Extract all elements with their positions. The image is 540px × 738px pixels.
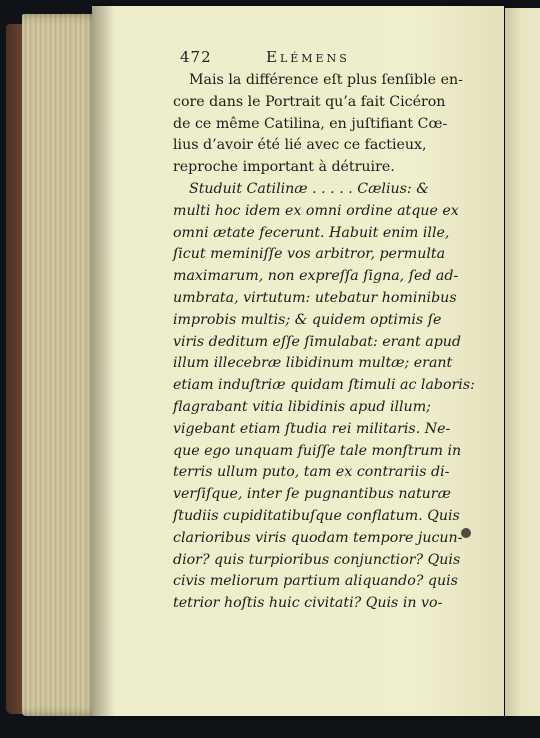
text-line: verſiſque, inter ſe pugnantibus naturæ (173, 486, 451, 503)
text-line: de ce même Catilina, en juſtifiant Cœ- (173, 115, 448, 132)
text-line: clarioribus viris quodam tempore jucun- (173, 529, 463, 546)
text-line: civis meliorum partium aliquando? quis (173, 573, 458, 590)
text-line: que ego unquam fuiſſe tale monſtrum in (173, 442, 462, 459)
text-line: etiam induſtriæ quidam ſtimuli ac laboris: (173, 377, 475, 394)
text-line: vigebant etiam ſtudia rei militaris. Ne- (173, 420, 451, 437)
text-line: omni ætate fecerunt. Habuit enim ille, (173, 224, 450, 241)
page-edges (22, 14, 102, 716)
spine-shadow (92, 6, 114, 716)
text-line: Studuit Catilinæ . . . . . Cælius: & (189, 180, 429, 197)
text-line: lius d’avoir été lié avec ce factieux, (173, 137, 427, 154)
text-line: flagrabant vitia libidinis apud illum; (173, 398, 431, 415)
text-line: dior? quis turpioribus conjunctior? Quis (173, 551, 461, 568)
paragraph-roman (173, 70, 473, 179)
running-title: Elémens (266, 48, 350, 66)
text-line: umbrata, virtutum: utebatur hominibus (173, 289, 457, 306)
text-line: viris deditum eſſe ſimulabat: erant apud (173, 333, 462, 350)
text-line: Mais la différence eſt plus ſenſible en- (189, 72, 463, 88)
text-line: ſicut meminiſſe vos arbitror, permulta (173, 246, 446, 263)
text-line: terris ullum puto, tam ex contrariis di- (173, 464, 450, 481)
text-line: improbis multis; & quidem optimis ſe (173, 311, 442, 328)
page-number: 472 (180, 48, 212, 66)
text-line: maximarum, non expreſſa ſigna, ſed ad- (173, 268, 459, 285)
running-header (180, 48, 480, 68)
text-line: core dans le Portrait qu’a fait Cicéron (173, 93, 446, 110)
page-text (173, 70, 473, 615)
text-line: tetrior hoſtis huic civitati? Quis in vo- (173, 595, 443, 612)
paragraph-latin-quote (173, 179, 473, 615)
text-line: reproche important à détruire. (173, 159, 395, 176)
text-line: ſtudiis cupiditatibuſque conflatum. Quis (173, 507, 460, 524)
text-line: illum illecebræ libidinum multæ; erant (173, 355, 453, 372)
facing-page (505, 8, 540, 716)
text-line: multi hoc idem ex omni ordine atque ex (173, 202, 459, 219)
